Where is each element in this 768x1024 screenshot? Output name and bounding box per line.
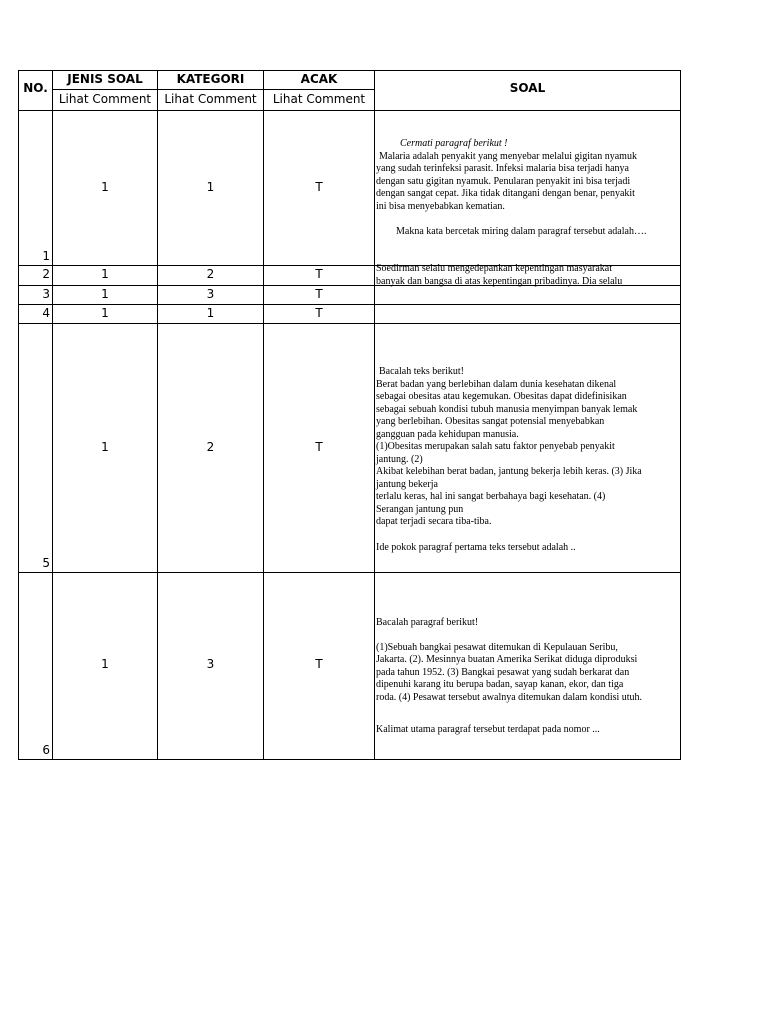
cell-jenis[interactable]: 1	[101, 287, 109, 301]
question-prompt: Kalimat utama paragraf tersebut terdapat pada nomor ...	[376, 724, 600, 735]
header-jenis-soal: JENIS SOAL	[67, 72, 143, 86]
question-line: Akibat kelebihan berat badan, jantung bekerja lebih keras. (3) Jika	[376, 466, 642, 477]
cell-jenis[interactable]: 1	[101, 440, 109, 454]
grid-line	[52, 89, 375, 90]
row-number: 4	[42, 306, 50, 320]
question-line: banyak dan bangsa di atas kepentingan pribadinya. Dia selalu	[376, 275, 623, 287]
row-number: 2	[42, 267, 50, 281]
question-text[interactable]	[376, 617, 678, 737]
question-line: Jakarta. (2). Mesinnya buatan Amerika Serikat diduga diproduksi	[376, 654, 638, 665]
question-line: Berat badan yang berlebihan dalam dunia kesehatan dikenal	[376, 378, 617, 390]
header-acak: ACAK	[300, 72, 338, 86]
question-line: ini bisa menyebabkan kematian.	[376, 200, 505, 212]
question-line: sebagai obesitas atau kegemukan. Obesitas dapat didefinisikan	[376, 391, 627, 402]
header-soal: SOAL	[509, 81, 546, 95]
header-jenis-comment[interactable]: Lihat Comment	[58, 92, 152, 106]
question-intro: Bacalah paragraf berikut!	[376, 617, 479, 628]
question-prompt: Makna kata bercetak miring dalam paragraf tersebut adalah….	[396, 226, 647, 237]
question-line: jantung. (2)	[376, 453, 423, 465]
cell-jenis[interactable]: 1	[101, 306, 109, 320]
question-intro: Bacalah teks berikut!	[379, 366, 464, 377]
question-line: yang berlebihan. Obesitas sangat potensial menyebabkan	[376, 416, 605, 427]
question-line: (1)Obesitas merupakan salah satu faktor penyebab penyakit	[376, 441, 615, 452]
question-line: Serangan jantung pun	[376, 503, 464, 515]
question-line: roda. (4) Pesawat tersebut awalnya ditemukan dalam kondisi utuh.	[376, 691, 643, 703]
cell-kategori[interactable]: 2	[206, 267, 215, 281]
header-no: NO.	[23, 81, 48, 95]
question-intro: Cermati paragraf berikut !	[400, 138, 508, 149]
cell-jenis[interactable]: 1	[101, 180, 109, 194]
grid-line	[18, 304, 681, 305]
question-line: sebagai sebuah kondisi tubuh manusia menyimpan banyak lemak	[376, 403, 638, 415]
cell-acak[interactable]: T	[315, 440, 323, 454]
cell-kategori[interactable]: 3	[206, 657, 215, 671]
header-kategori-comment[interactable]: Lihat Comment	[164, 92, 257, 106]
cell-acak[interactable]: T	[315, 180, 323, 194]
question-line: dengan sangat cepat. Jika tidak ditangani dengan benar, penyakit	[376, 188, 635, 199]
cell-kategori[interactable]: 1	[206, 306, 215, 320]
question-line: terlalu keras, hal ini sangat berbahaya bagi kesehatan. (4)	[376, 491, 606, 502]
header-acak-comment[interactable]: Lihat Comment	[272, 92, 366, 106]
question-line: (1)Sebuah bangkai pesawat ditemukan di Kepulauan Seribu,	[376, 641, 618, 653]
cell-acak[interactable]: T	[315, 657, 323, 671]
cell-kategori[interactable]: 3	[206, 287, 215, 301]
question-line: pada tahun 1952. (3) Bangkai pesawat yang sudah berkarat dan	[376, 666, 630, 678]
question-line: Soedirman selalu mengedepankan kepentingan masyarakat	[376, 263, 613, 274]
cell-acak[interactable]: T	[315, 267, 323, 281]
cell-kategori[interactable]: 1	[206, 180, 215, 194]
cell-acak[interactable]: T	[315, 306, 323, 320]
grid-line	[18, 110, 681, 111]
cell-jenis[interactable]: 1	[101, 267, 109, 281]
row-number: 3	[42, 287, 50, 301]
question-line: yang sudah terinfeksi parasit. Infeksi malaria bisa terjadi hanya	[376, 163, 629, 174]
header-kategori: KATEGORI	[176, 72, 245, 86]
grid-line	[374, 70, 375, 760]
question-line: Malaria adalah penyakit yang menyebar melalui gigitan nyamuk	[379, 150, 637, 162]
row-number: 1	[42, 249, 50, 263]
grid-line	[18, 323, 681, 324]
grid-line	[18, 759, 681, 760]
question-line: dengan satu gigitan nyamuk. Penularan penyakit ini bisa terjadi	[376, 175, 631, 187]
cell-jenis[interactable]: 1	[101, 657, 109, 671]
question-line: gangguan pada kehidupan manusia.	[376, 428, 519, 440]
grid-line	[18, 572, 681, 573]
question-text[interactable]	[376, 366, 678, 554]
grid-line	[680, 70, 681, 760]
grid-line	[18, 70, 19, 760]
grid-line	[18, 70, 681, 71]
question-prompt: Ide pokok paragraf pertama teks tersebut adalah ..	[376, 541, 576, 553]
row-number: 5	[42, 556, 50, 570]
question-line: dapat terjadi secara tiba-tiba.	[376, 516, 492, 527]
cell-kategori[interactable]: 2	[206, 440, 215, 454]
question-line: dipenuhi karang itu berupa badan, sayap kanan, ekor, dan tiga	[376, 679, 624, 690]
question-text[interactable]	[376, 263, 678, 289]
question-line: jantung bekerja	[376, 478, 438, 490]
cell-acak[interactable]: T	[315, 287, 323, 301]
question-text[interactable]	[376, 138, 678, 239]
row-number: 6	[42, 743, 50, 757]
